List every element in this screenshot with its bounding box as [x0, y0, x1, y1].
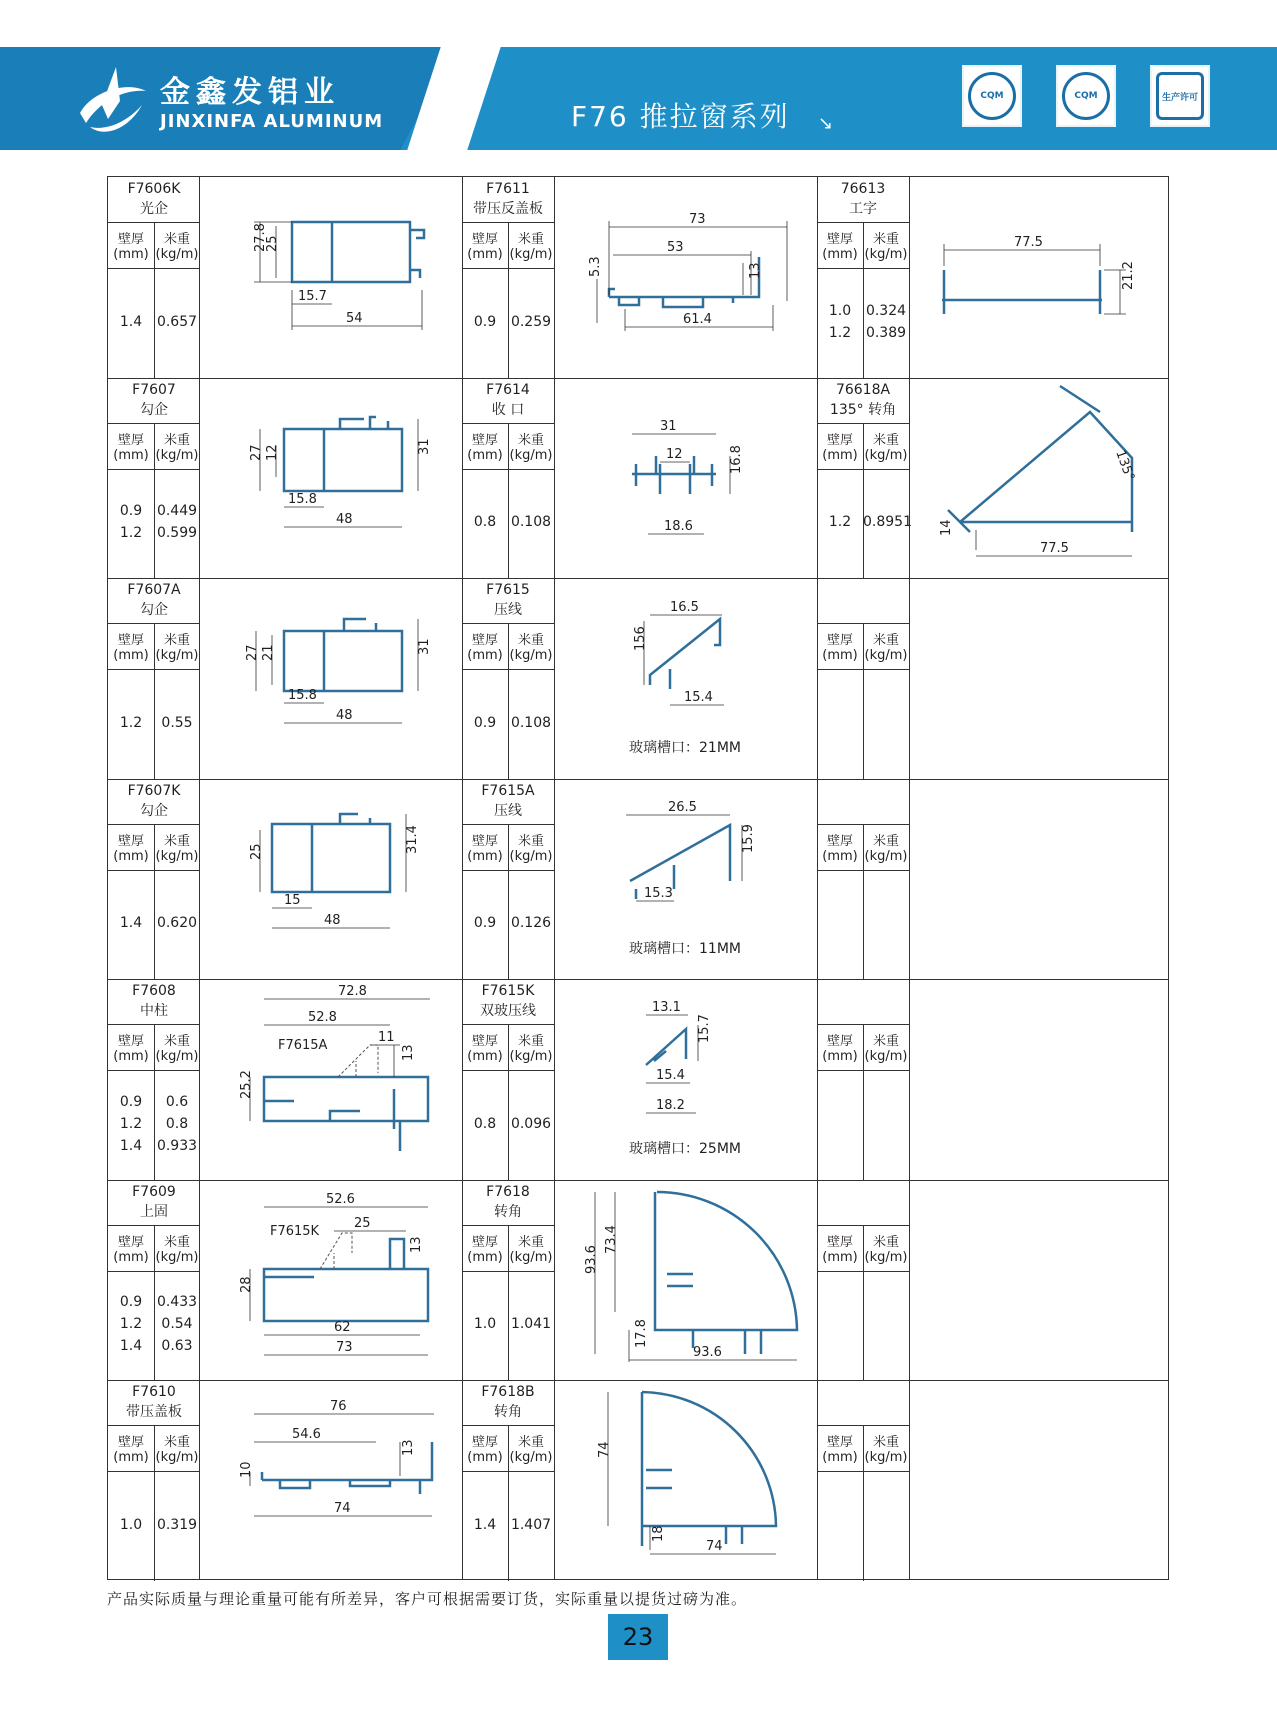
- svg-text:25: 25: [265, 235, 280, 252]
- weight-header: 米重: [517, 432, 544, 448]
- profile-name: 转角: [494, 1203, 522, 1220]
- weight-unit: (kg/m): [509, 648, 553, 663]
- svg-text:73: 73: [689, 212, 706, 227]
- weight-value: 0.389: [865, 324, 907, 341]
- wall-thickness-value: 1.2: [828, 514, 852, 531]
- profile-drawing-f7611: [583, 205, 793, 340]
- profile-code: F7607K: [127, 782, 181, 799]
- weight-unit: (kg/m): [155, 1249, 199, 1265]
- wall-thickness-header: 壁厚: [117, 633, 144, 648]
- wall-thickness-unit: (mm): [822, 447, 858, 463]
- cqm-cert-icon: CQM: [962, 65, 1022, 127]
- weight-value: 1.041: [510, 1316, 552, 1333]
- wall-thickness-value: 1.2: [119, 1316, 143, 1333]
- wall-thickness-unit: (mm): [113, 648, 149, 663]
- wall-thickness-value: 0.9: [119, 503, 143, 520]
- svg-text:12: 12: [265, 444, 280, 461]
- svg-text:48: 48: [324, 913, 341, 928]
- weight-unit: (kg/m): [864, 1249, 908, 1265]
- wall-thickness-value: 1.4: [119, 1338, 143, 1355]
- weight-header: 米重: [163, 232, 190, 247]
- wall-thickness-value: 0.9: [119, 1294, 143, 1311]
- wall-thickness-value: 1.2: [828, 324, 852, 341]
- wall-thickness-value: 1.4: [119, 1137, 143, 1154]
- profile-drawing-f7618b: [580, 1380, 800, 1560]
- brand-en: JINXINFA ALUMINUM: [160, 111, 384, 132]
- weight-unit: (kg/m): [509, 848, 553, 864]
- weight-unit: (kg/m): [509, 1249, 553, 1265]
- wall-thickness-unit: (mm): [822, 1249, 858, 1265]
- svg-text:15.4: 15.4: [656, 1068, 685, 1083]
- wall-thickness-unit: (mm): [113, 1049, 149, 1064]
- weight-unit: (kg/m): [155, 648, 199, 663]
- profile-code: F7607A: [127, 582, 181, 598]
- profile-drawing-f7607k: [240, 800, 440, 940]
- svg-text:74: 74: [597, 1441, 612, 1458]
- profile-drawing-f7607: [240, 405, 440, 545]
- svg-text:18.2: 18.2: [656, 1098, 685, 1113]
- wall-thickness-header: 壁厚: [471, 833, 498, 849]
- row-divider: [108, 779, 1168, 780]
- weight-value: 0.319: [156, 1516, 198, 1533]
- svg-text:156: 156: [633, 626, 648, 651]
- profile-name: 带压盖板: [126, 1404, 182, 1420]
- weight-header: 米重: [872, 1034, 899, 1049]
- svg-text:F7615K: F7615K: [270, 1224, 320, 1239]
- svg-text:27: 27: [245, 644, 260, 661]
- profile-code: F7618B: [481, 1384, 535, 1400]
- svg-text:77.5: 77.5: [1040, 541, 1069, 556]
- svg-text:16.5: 16.5: [670, 600, 699, 615]
- weight-value: 0.620: [156, 915, 198, 932]
- wall-thickness-header: 壁厚: [471, 1034, 498, 1049]
- glass-slot-note: 玻璃槽口：25MM: [629, 1141, 741, 1157]
- production-license-icon: 生产许可: [1150, 65, 1210, 127]
- weight-value: 0.54: [161, 1316, 193, 1333]
- svg-text:13.1: 13.1: [652, 1000, 681, 1015]
- svg-text:21.2: 21.2: [1121, 261, 1136, 290]
- wall-thickness-header: 壁厚: [117, 1435, 144, 1450]
- svg-text:31: 31: [417, 638, 432, 655]
- weight-unit: (kg/m): [155, 247, 199, 262]
- svg-text:73.4: 73.4: [604, 1225, 619, 1254]
- weight-header: 米重: [163, 1034, 190, 1049]
- weight-header: 米重: [872, 232, 899, 247]
- wall-thickness-unit: (mm): [113, 247, 149, 262]
- wall-thickness-unit: (mm): [467, 848, 503, 864]
- weight-value: 0.108: [510, 714, 552, 731]
- profile-name: 135° 转角: [829, 401, 897, 418]
- svg-text:15.8: 15.8: [288, 492, 317, 507]
- weight-unit: (kg/m): [864, 1450, 908, 1465]
- weight-unit: (kg/m): [864, 247, 908, 262]
- profile-drawing-f7615k: [640, 995, 760, 1125]
- weight-value: 0.126: [510, 915, 552, 932]
- profile-drawing-f7608: [230, 985, 440, 1165]
- svg-text:16.8: 16.8: [729, 445, 744, 474]
- wall-thickness-value: 0.8: [473, 1115, 497, 1132]
- wall-thickness-header: 壁厚: [117, 432, 144, 448]
- profile-drawing-f7609: [230, 1185, 440, 1365]
- weight-header: 米重: [517, 232, 544, 247]
- page-number: 23: [608, 1614, 668, 1660]
- svg-text:15: 15: [284, 893, 301, 908]
- weight-unit: (kg/m): [155, 1450, 199, 1465]
- svg-text:17.8: 17.8: [634, 1319, 649, 1348]
- weight-unit: (kg/m): [509, 447, 553, 463]
- wall-thickness-unit: (mm): [113, 1249, 149, 1265]
- cqm-quality-cert-icon: CQM: [1056, 65, 1116, 127]
- svg-text:27: 27: [249, 444, 264, 461]
- svg-text:13: 13: [401, 1439, 416, 1456]
- svg-text:13: 13: [409, 1236, 424, 1253]
- wall-thickness-header: 壁厚: [826, 1234, 853, 1250]
- profile-name: 压线: [494, 602, 522, 618]
- svg-text:53: 53: [667, 240, 684, 255]
- svg-text:77.5: 77.5: [1014, 235, 1043, 250]
- wall-thickness-value: 0.9: [473, 714, 497, 731]
- wall-thickness-unit: (mm): [113, 447, 149, 463]
- weight-value: 0.433: [156, 1294, 198, 1311]
- weight-unit: (kg/m): [509, 1049, 553, 1064]
- wall-thickness-header: 壁厚: [826, 1034, 853, 1049]
- svg-text:11: 11: [378, 1030, 395, 1045]
- profile-code: F7610: [132, 1384, 176, 1400]
- profile-drawing-f7614: [620, 410, 750, 540]
- svg-text:48: 48: [336, 708, 353, 723]
- profile-name: 压线: [494, 802, 522, 819]
- profile-code: F7615: [486, 582, 530, 598]
- profile-code: F7611: [486, 181, 530, 197]
- weight-unit: (kg/m): [155, 1049, 199, 1064]
- svg-text:14: 14: [939, 519, 954, 536]
- svg-text:15.7: 15.7: [697, 1014, 712, 1043]
- svg-text:54.6: 54.6: [292, 1427, 321, 1442]
- weight-header: 米重: [163, 833, 190, 849]
- weight-unit: (kg/m): [864, 648, 908, 663]
- weight-value: 0.324: [865, 302, 907, 319]
- weight-unit: (kg/m): [864, 447, 908, 463]
- profile-code: 76613: [840, 181, 886, 197]
- weight-header: 米重: [163, 1435, 190, 1450]
- profile-code: F7606K: [127, 181, 181, 197]
- weight-header: 米重: [872, 633, 899, 648]
- svg-text:72.8: 72.8: [338, 984, 367, 999]
- wall-thickness-value: 0.9: [473, 313, 497, 330]
- svg-text:93.6: 93.6: [584, 1245, 599, 1274]
- weight-header: 米重: [163, 1234, 190, 1250]
- wall-thickness-value: 0.9: [473, 915, 497, 932]
- profile-drawing-f7610: [230, 1390, 440, 1540]
- col-divider: [554, 177, 555, 1579]
- col-divider: [909, 177, 910, 1579]
- weight-unit: (kg/m): [864, 848, 908, 864]
- wall-thickness-unit: (mm): [113, 848, 149, 864]
- wall-thickness-value: 1.4: [119, 915, 143, 932]
- svg-text:73: 73: [336, 1340, 353, 1355]
- svg-text:21: 21: [261, 644, 276, 661]
- svg-text:18.6: 18.6: [664, 519, 693, 534]
- wall-thickness-unit: (mm): [467, 1249, 503, 1265]
- glass-slot-note: 玻璃槽口：21MM: [629, 740, 741, 756]
- profile-drawing-f7615a: [610, 795, 770, 915]
- svg-text:52.8: 52.8: [308, 1010, 337, 1025]
- weight-header: 米重: [872, 432, 899, 448]
- weight-value: 0.449: [156, 503, 198, 520]
- svg-text:25.2: 25.2: [239, 1070, 254, 1099]
- profile-name: 勾企: [140, 602, 168, 618]
- weight-header: 米重: [872, 1234, 899, 1250]
- svg-text:26.5: 26.5: [668, 800, 697, 815]
- svg-text:62: 62: [334, 1320, 351, 1335]
- svg-text:28: 28: [239, 1276, 254, 1293]
- svg-text:27.8: 27.8: [253, 223, 268, 252]
- profile-code: F7615K: [481, 983, 535, 999]
- weight-value: 0.096: [510, 1115, 552, 1132]
- weight-header: 米重: [163, 432, 190, 448]
- wall-thickness-unit: (mm): [467, 247, 503, 262]
- svg-text:25: 25: [354, 1216, 371, 1231]
- profile-drawing-76613: [930, 230, 1150, 330]
- wall-thickness-header: 壁厚: [471, 1435, 498, 1450]
- weight-header: 米重: [517, 1034, 544, 1049]
- wall-thickness-unit: (mm): [467, 1450, 503, 1465]
- wall-thickness-header: 壁厚: [826, 833, 853, 849]
- profile-code: F7607: [132, 381, 176, 398]
- weight-header: 米重: [517, 1435, 544, 1450]
- svg-text:15.3: 15.3: [644, 886, 673, 901]
- svg-text:12: 12: [666, 447, 683, 462]
- profile-code: F7614: [486, 381, 530, 398]
- wall-thickness-value: 1.2: [119, 525, 143, 542]
- wall-thickness-header: 壁厚: [117, 232, 144, 247]
- weight-unit: (kg/m): [155, 447, 199, 463]
- weight-header: 米重: [517, 833, 544, 849]
- profile-drawing-f7606k: [240, 200, 440, 340]
- profile-name: 转角: [494, 1404, 522, 1420]
- wall-thickness-value: 1.2: [119, 1115, 143, 1132]
- wall-thickness-header: 壁厚: [117, 833, 144, 849]
- wall-thickness-value: 0.9: [119, 1093, 143, 1110]
- wall-thickness-header: 壁厚: [826, 1435, 853, 1450]
- weight-value: 1.407: [510, 1516, 552, 1533]
- wall-thickness-unit: (mm): [467, 447, 503, 463]
- wall-thickness-header: 壁厚: [471, 232, 498, 247]
- svg-text:135°: 135°: [1112, 448, 1138, 483]
- svg-text:48: 48: [336, 512, 353, 527]
- weight-header: 米重: [872, 833, 899, 849]
- wall-thickness-header: 壁厚: [826, 432, 853, 448]
- svg-text:15.8: 15.8: [288, 688, 317, 703]
- svg-text:52.6: 52.6: [326, 1192, 355, 1207]
- profile-code: F7608: [132, 983, 176, 999]
- profile-name: 带压反盖板: [473, 201, 543, 217]
- svg-text:31.4: 31.4: [405, 825, 420, 854]
- profile-code: F7618: [486, 1183, 530, 1200]
- arrow-icon: ↘: [818, 113, 834, 134]
- wall-thickness-header: 壁厚: [117, 1034, 144, 1049]
- wall-thickness-unit: (mm): [822, 1049, 858, 1064]
- profile-name: 工字: [849, 201, 877, 217]
- weight-value: 0.63: [161, 1338, 193, 1355]
- svg-text:93.6: 93.6: [693, 1345, 722, 1360]
- profile-drawing-f7618: [565, 1180, 805, 1370]
- wall-thickness-unit: (mm): [822, 247, 858, 262]
- svg-text:74: 74: [706, 1539, 723, 1554]
- svg-text:74: 74: [334, 1501, 351, 1516]
- profile-code: 76618A: [835, 381, 891, 398]
- weight-unit: (kg/m): [509, 247, 553, 262]
- svg-text:31: 31: [417, 438, 432, 455]
- wall-thickness-unit: (mm): [822, 848, 858, 864]
- svg-text:31: 31: [660, 419, 677, 434]
- wall-thickness-unit: (mm): [822, 1450, 858, 1465]
- svg-text:5.3: 5.3: [588, 256, 603, 277]
- wall-thickness-value: 1.4: [473, 1516, 497, 1533]
- weight-unit: (kg/m): [864, 1049, 908, 1064]
- profile-drawing-76618a: [920, 382, 1150, 572]
- wall-thickness-unit: (mm): [822, 648, 858, 663]
- wall-thickness-value: 1.0: [473, 1316, 497, 1333]
- weight-value: 0.55: [161, 714, 193, 731]
- company-logo-icon: [72, 61, 150, 139]
- profile-drawing-f7607a: [240, 605, 440, 745]
- row-divider: [108, 378, 1168, 379]
- svg-text:76: 76: [330, 1399, 347, 1414]
- series-title: F76 推拉窗系列: [571, 100, 790, 133]
- svg-text:54: 54: [346, 311, 363, 326]
- wall-thickness-header: 壁厚: [471, 1234, 498, 1250]
- profile-code: F7609: [132, 1183, 176, 1200]
- profile-code: F7615A: [481, 782, 535, 799]
- weight-value: 0.657: [156, 313, 198, 330]
- weight-header: 米重: [872, 1435, 899, 1450]
- svg-text:13: 13: [748, 262, 763, 279]
- wall-thickness-header: 壁厚: [117, 1234, 144, 1250]
- weight-value: 0.8951: [863, 514, 912, 531]
- profile-name: 中柱: [140, 1003, 168, 1019]
- profile-name: 双玻压线: [480, 1003, 536, 1019]
- wall-thickness-value: 1.0: [828, 302, 852, 319]
- weight-unit: (kg/m): [155, 848, 199, 864]
- weight-value: 0.933: [156, 1137, 198, 1154]
- svg-text:18: 18: [651, 1525, 666, 1542]
- wall-thickness-unit: (mm): [467, 648, 503, 663]
- brand-cn: 金鑫发铝业: [160, 75, 340, 110]
- weight-value: 0.259: [510, 313, 552, 330]
- wall-thickness-value: 1.0: [119, 1516, 143, 1533]
- wall-thickness-value: 0.8: [473, 514, 497, 531]
- weight-value: 0.599: [156, 525, 198, 542]
- svg-text:F7615A: F7615A: [278, 1038, 328, 1053]
- profile-drawing-f7615: [620, 595, 760, 715]
- wall-thickness-unit: (mm): [467, 1049, 503, 1064]
- footnote: 产品实际质量与理论重量可能有所差异，客户可根据需要订货，实际重量以提货过磅为准。: [107, 1590, 748, 1608]
- weight-header: 米重: [517, 1234, 544, 1250]
- profile-name: 光企: [140, 201, 168, 217]
- wall-thickness-header: 壁厚: [471, 432, 498, 448]
- svg-text:15.4: 15.4: [684, 690, 713, 705]
- wall-thickness-unit: (mm): [113, 1450, 149, 1465]
- svg-text:13: 13: [401, 1044, 416, 1061]
- weight-unit: (kg/m): [509, 1450, 553, 1465]
- wall-thickness-value: 1.4: [119, 313, 143, 330]
- row-divider: [108, 979, 1168, 980]
- wall-thickness-value: 1.2: [119, 714, 143, 731]
- svg-text:15.7: 15.7: [298, 289, 327, 304]
- svg-text:61.4: 61.4: [683, 312, 712, 327]
- profile-name: 上固: [140, 1203, 168, 1220]
- weight-value: 0.108: [510, 514, 552, 531]
- wall-thickness-header: 壁厚: [471, 633, 498, 648]
- wall-thickness-header: 壁厚: [826, 633, 853, 648]
- page-header: [0, 47, 1277, 150]
- wall-thickness-header: 壁厚: [826, 232, 853, 247]
- weight-header: 米重: [517, 633, 544, 648]
- row-divider: [108, 578, 1168, 579]
- profile-name: 勾企: [140, 401, 168, 418]
- profile-name: 勾企: [140, 802, 168, 819]
- weight-value: 0.6: [165, 1093, 189, 1110]
- profile-name: 收 口: [491, 401, 525, 418]
- weight-header: 米重: [163, 633, 190, 648]
- glass-slot-note: 玻璃槽口：11MM: [629, 940, 741, 957]
- svg-text:15.9: 15.9: [741, 824, 756, 853]
- svg-text:25: 25: [249, 843, 264, 860]
- svg-text:10: 10: [239, 1461, 254, 1478]
- weight-value: 0.8: [165, 1115, 189, 1132]
